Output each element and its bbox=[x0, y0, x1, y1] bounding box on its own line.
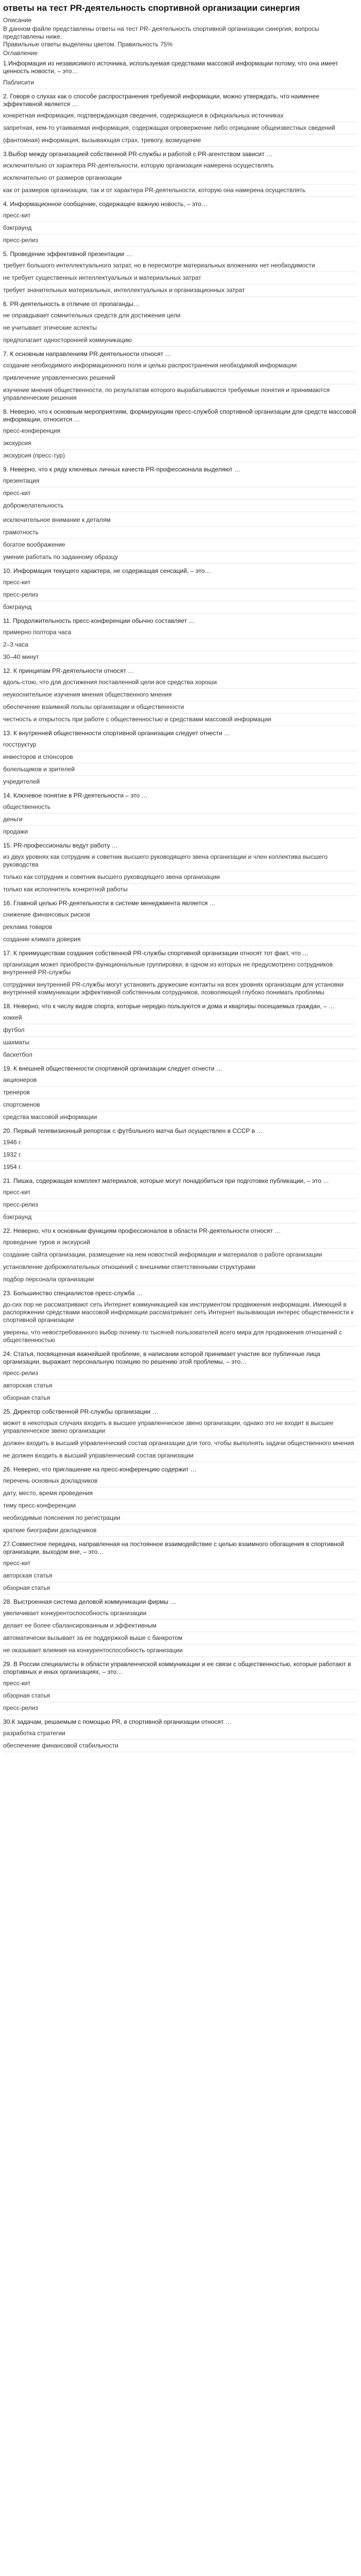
question-text: 4. Информационное сообщение, содержащее важную новость, – это… bbox=[3, 200, 208, 208]
answer-option[interactable]: не оказывает влияния на конкурентоспособность организации bbox=[3, 1645, 357, 1657]
answer-option[interactable]: неукоснительное изучения мнения общественного мнения bbox=[3, 689, 357, 701]
answer-option[interactable]: хоккей bbox=[3, 1012, 357, 1024]
answer-option[interactable]: не учитывает этические аспекты bbox=[3, 322, 357, 334]
answer-option[interactable]: пресс-релиз bbox=[3, 1702, 357, 1715]
answer-option[interactable]: обеспечение финансовой стабильности bbox=[3, 1740, 357, 1752]
answer-option[interactable]: предполагает односторонней коммуникацию bbox=[3, 334, 357, 347]
answer-option[interactable]: презентация bbox=[3, 475, 357, 487]
answer-option[interactable]: исключительно от размеров организации bbox=[3, 172, 357, 184]
question-text: 6. PR-деятельность в отличие от пропаганды… bbox=[3, 300, 140, 308]
answer-option[interactable]: экскурсия bbox=[3, 437, 357, 450]
answer-option[interactable]: должен входить в высший управленческий состав организации для того, чтобы выполнять задачи общественного мнения bbox=[3, 1437, 357, 1450]
question-text: 13. К внутренней общественности спортивной организации следует отнести … bbox=[3, 730, 230, 737]
question-text: 16. Главной целью PR-деятельности в системе менеджмента является … bbox=[3, 900, 216, 907]
answer-option[interactable]: обзорная статья bbox=[3, 1690, 357, 1702]
answer-option[interactable]: автоматически вызывает за ее поддержкой выше с банкротом bbox=[3, 1632, 357, 1645]
question-text: 7. К основным направлениям PR-деятельности относят … bbox=[3, 350, 171, 358]
question-text: 30.К задачам, решаемым с помощью PR, в спортивной организации относят … bbox=[3, 1718, 232, 1725]
question-block bbox=[3, 1717, 357, 1752]
answer-option[interactable]: организация может приобрести функциональные группировки, в одном из которых не предусмотрено сотрудников внутренней PR-службы bbox=[3, 959, 357, 979]
answer-option[interactable]: не должен входить в высший управленческий состав организации bbox=[3, 1450, 357, 1462]
question-block bbox=[3, 1597, 357, 1657]
question-block bbox=[3, 406, 357, 462]
question-text: 9. Неверно, что к ряду ключевых личных качеств PR-профессионала выделяют … bbox=[3, 466, 240, 473]
question-text: 23. Большинство специалистов пресс-служба … bbox=[3, 1290, 143, 1297]
answer-option[interactable]: создание климата доверия bbox=[3, 934, 357, 946]
answer-option[interactable]: бэкграунд bbox=[3, 222, 357, 234]
question-text: 14. Ключевое понятие в PR-деятельности – это … bbox=[3, 792, 148, 799]
answer-option[interactable]: сотрудники внутренней PR-службы могут установить дружеские контакты на всех уровнях организации для установки внутренней коммуникации эффективной собственным сотрудников, позволяющей глубоко понимать проблемы bbox=[3, 979, 357, 999]
answer-option[interactable]: продажи bbox=[3, 826, 357, 838]
answer-option[interactable]: до-сих пор не рассматривают сеть Интернет коммуникацией как инструментом продвижения информации. Имеющей в распоряжении средствами массовой информации рассматривает сеть Интернет вызывающая интерес общественности к спортивной организации bbox=[3, 1299, 357, 1327]
question-block bbox=[3, 1126, 357, 1174]
answer-option[interactable]: госструктур bbox=[3, 739, 357, 751]
answer-option[interactable]: необходимые пояснения по регистрации bbox=[3, 1512, 357, 1524]
question-block bbox=[3, 790, 357, 838]
answer-option[interactable]: пресс-кит bbox=[3, 1677, 357, 1690]
question-text: 26. Неверно, что приглашение на пресс-конференцию содержит … bbox=[3, 1466, 197, 1473]
answer-option[interactable]: средства массовой информации bbox=[3, 1111, 357, 1124]
answer-option[interactable]: только как исполнитель конкретной работы bbox=[3, 884, 357, 896]
question-text: 28. Выстроенная система деловой коммуникации фирмы … bbox=[3, 1598, 177, 1605]
question-block bbox=[3, 948, 357, 999]
answer-option[interactable]: спортсменов bbox=[3, 1099, 357, 1111]
answer-option[interactable]: пресс-кит bbox=[3, 210, 357, 222]
question-block bbox=[3, 616, 357, 664]
question-text: 8. Неверно, что к основным мероприятиям, формирующим пресс-службой спортивной организации для средств массовой информации, относится … bbox=[3, 408, 356, 423]
answer-option[interactable]: 30–40 минут bbox=[3, 651, 357, 664]
answer-option[interactable]: делает ее более сбалансированным и эффективным bbox=[3, 1620, 357, 1632]
answer-option[interactable]: только как сотрудник и советник высшего руководящего звена организации bbox=[3, 871, 357, 884]
page-title: ответы на тест PR-деятельность спортивной организации синергия bbox=[3, 3, 300, 13]
answer-option[interactable]: пресс-кит bbox=[3, 577, 357, 589]
answer-option[interactable]: дату, место, время проведения bbox=[3, 1487, 357, 1500]
answer-option[interactable]: шахматы bbox=[3, 1037, 357, 1049]
description-paragraph: В данном файле представлены ответы на тест PR- деятельность спортивной организации синергия, вопросы представлены ниже. bbox=[3, 25, 319, 40]
answer-option[interactable]: уверены, что невостребованного выбор почему-то тысячей пользователей всего мира для продвижения отношений с общественностью bbox=[3, 1327, 357, 1347]
answer-option[interactable]: как от размеров организации, так и от характера PR-деятельности, которую она намерена осуществлять bbox=[3, 184, 357, 197]
answer-option[interactable]: создание сайта организации, размещение на нем новостной информации и материалов о работе организации bbox=[3, 1249, 357, 1261]
toc-heading: Оглавление bbox=[3, 49, 38, 57]
answer-option[interactable]: установление доброжелательных отношений с внешними ответственными структурами bbox=[3, 1261, 357, 1274]
answer-option[interactable]: болельщиков и зрителей bbox=[3, 764, 357, 776]
answer-option[interactable]: общественность bbox=[3, 801, 357, 814]
answer-option[interactable]: тренеров bbox=[3, 1087, 357, 1099]
question-block bbox=[3, 1349, 357, 1404]
question-block bbox=[3, 1659, 357, 1715]
answer-option[interactable]: краткие биографии докладчиков bbox=[3, 1524, 357, 1537]
question-text: 3.Выбор между организацией собственной PR-службы и работой с PR-агентством зависит … bbox=[3, 150, 272, 158]
answer-option[interactable]: (фантомная) информация, вызывающая страх, тревогу, возмущение bbox=[3, 134, 357, 147]
answer-option[interactable]: из двух уровнях как сотрудник и советник высшего руководящего звена организации и член коллектива высшего руководства bbox=[3, 851, 357, 871]
answer-option[interactable]: пресс-кит bbox=[3, 1187, 357, 1199]
answer-option[interactable]: не оправдывает сомнительных средств для достижения цели bbox=[3, 310, 357, 322]
answer-option[interactable]: авторская статья bbox=[3, 1380, 357, 1392]
answer-option[interactable]: Паблисити bbox=[3, 77, 357, 89]
answer-option[interactable]: пресс-конференция bbox=[3, 425, 357, 437]
question-block bbox=[3, 349, 357, 404]
question-text: 21. Пишка, содержащая комплект материалов, которые могут понадобиться при подготовке публикации, – это … bbox=[3, 1177, 330, 1184]
question-text: 29. В России специалисты в области управленческой коммуникации и ее связи с общественностью, которые работают в спортивных и иных организациях, – это… bbox=[3, 1660, 351, 1675]
answer-option[interactable]: требует значительных материальных, интеллектуальных и организационных затрат bbox=[3, 284, 357, 297]
question-block bbox=[3, 1288, 357, 1347]
answer-option[interactable]: доброжелательность bbox=[3, 500, 357, 512]
answer-option[interactable]: бэкграунд bbox=[3, 1211, 357, 1224]
answer-option[interactable]: проведение туров и экскурсий bbox=[3, 1236, 357, 1249]
question-block bbox=[3, 199, 357, 247]
question-text: 5. Проведение эффективной презентации … bbox=[3, 250, 132, 258]
answer-option[interactable]: вдоль-стою, что для достижения поставленной цели все средства хороши bbox=[3, 676, 357, 689]
question-text: 11. Продолжительность пресс-конференции обычно составляет … bbox=[3, 617, 195, 624]
question-text: 15. PR-профессионалы ведут работу … bbox=[3, 842, 118, 849]
question-block bbox=[3, 249, 357, 297]
question-block bbox=[3, 728, 357, 788]
question-text: 1.Информация из независимого источника, используемая средствами массовой информации потому, что она имеет ценность новости, – это… bbox=[3, 60, 338, 75]
answer-option[interactable]: пресс-релиз bbox=[3, 1367, 357, 1380]
answer-option[interactable]: 2–3 часа bbox=[3, 639, 357, 651]
answer-option[interactable]: пресс-кит bbox=[3, 487, 357, 500]
answer-option[interactable]: бэкграунд bbox=[3, 601, 357, 614]
answer-option[interactable]: исключительно от характера PR-деятельности, которую организация намерена осуществлять bbox=[3, 160, 357, 172]
question-text: 19. К внешней общественности спортивной организации следует отнести … bbox=[3, 1065, 222, 1072]
answer-option[interactable]: 1932 г. bbox=[3, 1149, 357, 1161]
question-text: 17. К преимуществам создания собственной PR-службы спортивной организации относят тот факт, что … bbox=[3, 950, 309, 957]
question-text: 18. Неверно, что к числу видов спорта, которые нередко пользуются и дома и квартиры посещаемых граждан, – … bbox=[3, 1003, 335, 1010]
question-block bbox=[3, 1539, 357, 1595]
question-block bbox=[3, 666, 357, 726]
answer-option[interactable]: увеличивает конкурентоспособность организации bbox=[3, 1607, 357, 1620]
answer-option[interactable]: акционеров bbox=[3, 1074, 357, 1087]
question-list bbox=[3, 58, 357, 1752]
answer-option[interactable]: грамотность bbox=[3, 527, 357, 539]
answer-option[interactable]: тему пресс-конференции bbox=[3, 1500, 357, 1512]
question-block bbox=[3, 1406, 357, 1462]
answer-option[interactable]: деньги bbox=[3, 814, 357, 826]
answer-option[interactable]: подбор персонала организации bbox=[3, 1274, 357, 1286]
description-heading: Описание bbox=[3, 16, 32, 24]
question-block bbox=[3, 514, 357, 564]
answer-option[interactable]: пресс-кит bbox=[3, 1557, 357, 1570]
question-text: 24. Статья, посвященная важнейшей проблеме, в написании которой принимает участие все публичные лица организации, выражает персональную позицию по решению этой проблемы, – это… bbox=[3, 1350, 320, 1365]
answer-option[interactable]: примерно полтора часа bbox=[3, 626, 357, 639]
answer-option[interactable]: конкретная информация, подтверждающая сведения, содержащиеся в официальных источниках bbox=[3, 110, 357, 122]
answer-option[interactable]: пресс-релиз bbox=[3, 1199, 357, 1211]
answer-option[interactable]: футбол bbox=[3, 1024, 357, 1037]
question-block bbox=[3, 299, 357, 347]
answer-option[interactable]: не требует существенных интеллектуальных и материальных затрат bbox=[3, 272, 357, 284]
question-block bbox=[3, 898, 357, 946]
question-text: 12. К принципам PR-деятельности относят … bbox=[3, 667, 134, 674]
answer-option[interactable]: обзорная статья bbox=[3, 1392, 357, 1404]
answer-option[interactable]: 1954 г. bbox=[3, 1161, 357, 1174]
answer-option[interactable]: разработка стратегии bbox=[3, 1727, 357, 1740]
answer-option[interactable]: честность и открытость при работе с общественностью и средствами массовой информации bbox=[3, 714, 357, 726]
answer-option[interactable]: баскетбол bbox=[3, 1049, 357, 1061]
question-block bbox=[3, 840, 357, 896]
answer-option[interactable]: реклама товаров bbox=[3, 921, 357, 934]
answer-option[interactable]: запретная, кем-то утаиваемая информация, содержащая опровержение либо отрицание общеизвестных сведений bbox=[3, 122, 357, 134]
question-text: 22. Неверно, что к основным функциям профессионалов в области PR-деятельности относят … bbox=[3, 1227, 281, 1234]
question-block bbox=[3, 1001, 357, 1061]
question-block bbox=[3, 1226, 357, 1286]
question-text: 27.Совместное передача, направленная на постоянное взаимодействие с целью взаимного обогащения в спортивной организации, выходом вне, – это… bbox=[3, 1540, 345, 1555]
answer-option[interactable]: перечень основных докладчиков bbox=[3, 1475, 357, 1487]
question-block bbox=[3, 58, 357, 89]
answer-option[interactable]: обзорная статья bbox=[3, 1582, 357, 1595]
answer-option[interactable]: пресс-релиз bbox=[3, 234, 357, 247]
answer-option[interactable]: авторская статья bbox=[3, 1570, 357, 1582]
question-block bbox=[3, 1176, 357, 1224]
answer-option[interactable]: инвесторов и спонсоров bbox=[3, 751, 357, 764]
answer-option[interactable]: учредителей bbox=[3, 776, 357, 788]
answer-option[interactable]: изучение мнения общественности, по результатам которого вырабатываются требуемые понятия и принимаются управленческие решения bbox=[3, 384, 357, 404]
question-block bbox=[3, 1063, 357, 1124]
answer-option[interactable]: богатое воображение bbox=[3, 539, 357, 551]
description bbox=[3, 25, 357, 48]
answer-option[interactable]: требует большого интеллектуального затрат, но в пересмотре материальных вложениях нет необходимости bbox=[3, 260, 357, 272]
answer-option[interactable]: 1946 г. bbox=[3, 1137, 357, 1149]
answer-option[interactable]: пресс-релиз bbox=[3, 589, 357, 601]
question-block bbox=[3, 1464, 357, 1537]
answer-option[interactable]: обеспечение взаимной пользы организации и общественности bbox=[3, 701, 357, 714]
answer-option[interactable]: привлечение управленческих решений bbox=[3, 372, 357, 384]
question-block bbox=[3, 464, 357, 512]
description-paragraph: Правильные ответы выделены цветом. Правильность 75% bbox=[3, 41, 173, 48]
answer-option[interactable]: экскурсия (пресс-тур) bbox=[3, 450, 357, 462]
question-block bbox=[3, 149, 357, 197]
question-text: 2. Говоря о слухах как о способе распространения требуемой информации, можно утверждать, что наименее эффективной является … bbox=[3, 93, 320, 108]
question-text: 25. Директор собственной PR-службы организации … bbox=[3, 1408, 159, 1415]
question-block bbox=[3, 566, 357, 614]
question-text: 10. Информация текущего характера, не содержащая сенсаций, – это… bbox=[3, 567, 211, 574]
answer-option[interactable]: умение работать по заданному образцу bbox=[3, 551, 357, 564]
question-block bbox=[3, 91, 357, 147]
answer-option[interactable]: снижение финансовых рисков bbox=[3, 909, 357, 921]
answer-option[interactable]: может в некоторых случаях входить в высшее управленческое звено организации, однако это не входит в высшее управленческое звено организации bbox=[3, 1417, 357, 1437]
answer-option[interactable]: исключительное внимание к деталям bbox=[3, 514, 357, 527]
question-text: 20. Первый телевизионный репортаж с футбольного матча был осуществлен в СССР в … bbox=[3, 1127, 263, 1134]
answer-option[interactable]: создание необходимого информационного поля и целью распространения необходимой информации bbox=[3, 360, 357, 372]
